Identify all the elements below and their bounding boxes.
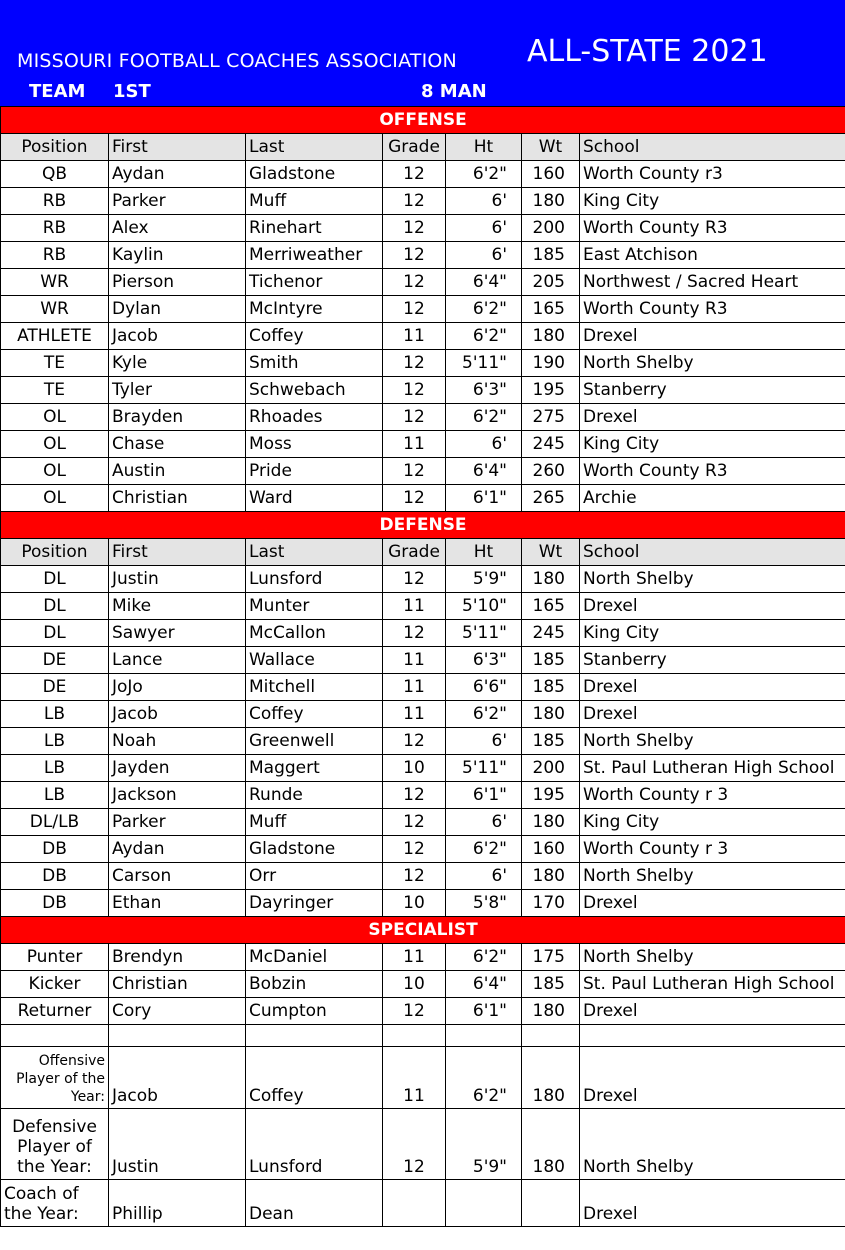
cell-last: Muff [246, 188, 383, 215]
cell-position: WR [1, 269, 109, 296]
cell-school: St. Paul Lutheran High School [580, 755, 845, 782]
cell-school: Northwest / Sacred Heart [580, 269, 845, 296]
column-header-height: Ht [446, 134, 522, 161]
cell-last: Pride [246, 458, 383, 485]
table-row [1, 404, 845, 431]
cell-weight [522, 1180, 580, 1227]
cell-height: 6'2" [446, 296, 522, 323]
cell-weight: 180 [522, 1109, 580, 1180]
cell-last: Munter [246, 593, 383, 620]
cell-first: Cory [109, 998, 246, 1025]
table-row [1, 350, 845, 377]
cell-grade: 12 [383, 728, 446, 755]
cell-first: Brayden [109, 404, 246, 431]
table-row [1, 674, 845, 701]
cell-last: Lunsford [246, 1109, 383, 1180]
cell-height: 6'4" [446, 269, 522, 296]
cell-position: OL [1, 485, 109, 512]
cell-grade: 11 [383, 323, 446, 350]
org-name: MISSOURI FOOTBALL COACHES ASSOCIATION [17, 50, 457, 72]
cell-first: Brendyn [109, 944, 246, 971]
cell-weight: 195 [522, 782, 580, 809]
table-row [1, 458, 845, 485]
table-row [1, 377, 845, 404]
cell-last: Smith [246, 350, 383, 377]
cell-last: McDaniel [246, 944, 383, 971]
cell-weight: 275 [522, 404, 580, 431]
cell-height: 6'2" [446, 944, 522, 971]
cell-first: Pierson [109, 269, 246, 296]
cell-position: TE [1, 377, 109, 404]
cell-position: Punter [1, 944, 109, 971]
empty-cell [109, 1025, 246, 1047]
cell-weight: 190 [522, 350, 580, 377]
cell-height: 6'2" [446, 404, 522, 431]
table-row [1, 809, 845, 836]
cell-last: Gladstone [246, 161, 383, 188]
cell-height: 6'1" [446, 998, 522, 1025]
cell-position: DE [1, 647, 109, 674]
column-header-grade: Grade [383, 134, 446, 161]
table-row [1, 431, 845, 458]
cell-height: 5'11" [446, 755, 522, 782]
cell-grade: 12 [383, 863, 446, 890]
cell-position: DB [1, 836, 109, 863]
column-header-school: School [580, 134, 845, 161]
cell-grade: 12 [383, 566, 446, 593]
cell-school: Drexel [580, 890, 845, 917]
cell-position: Offensive Player of the Year: [1, 1047, 109, 1109]
cell-grade: 10 [383, 755, 446, 782]
table-row [1, 647, 845, 674]
cell-grade: 12 [383, 188, 446, 215]
cell-weight: 260 [522, 458, 580, 485]
cell-last: Mitchell [246, 674, 383, 701]
cell-first: Parker [109, 809, 246, 836]
cell-height: 6' [446, 215, 522, 242]
table-row [1, 269, 845, 296]
cell-height: 6'1" [446, 782, 522, 809]
cell-last: Rhoades [246, 404, 383, 431]
cell-first: Carson [109, 863, 246, 890]
cell-school: Drexel [580, 998, 845, 1025]
cell-position: LB [1, 755, 109, 782]
cell-weight: 165 [522, 296, 580, 323]
cell-position: DB [1, 890, 109, 917]
section-title: OFFENSE [1, 107, 845, 134]
page-title: ALL-STATE 2021 [527, 34, 768, 69]
cell-weight: 200 [522, 755, 580, 782]
table-row [1, 242, 845, 269]
cell-grade: 12 [383, 458, 446, 485]
cell-last: Dayringer [246, 890, 383, 917]
column-header-first: First [109, 539, 246, 566]
cell-weight: 205 [522, 269, 580, 296]
column-header-row [1, 539, 845, 566]
cell-position: TE [1, 350, 109, 377]
cell-weight: 185 [522, 647, 580, 674]
cell-last: Runde [246, 782, 383, 809]
cell-school: King City [580, 809, 845, 836]
cell-first: Lance [109, 647, 246, 674]
column-header-weight: Wt [522, 134, 580, 161]
cell-grade: 11 [383, 674, 446, 701]
header-banner [0, 0, 845, 106]
cell-school: Worth County R3 [580, 458, 845, 485]
table-row [1, 188, 845, 215]
cell-school: Drexel [580, 1047, 845, 1109]
cell-school: Stanberry [580, 647, 845, 674]
roster-body [1, 107, 845, 1227]
empty-cell [246, 1025, 383, 1047]
table-row [1, 728, 845, 755]
cell-weight: 185 [522, 242, 580, 269]
column-header-first: First [109, 134, 246, 161]
section-title: DEFENSE [1, 512, 845, 539]
cell-height: 6'1" [446, 485, 522, 512]
cell-position: DL [1, 593, 109, 620]
cell-school: East Atchison [580, 242, 845, 269]
section-header-defense [1, 512, 845, 539]
cell-first: Jayden [109, 755, 246, 782]
cell-school: Worth County r 3 [580, 782, 845, 809]
cell-grade: 12 [383, 809, 446, 836]
cell-school: Worth County r 3 [580, 836, 845, 863]
division-label: 8 MAN [421, 81, 487, 102]
cell-last: Moss [246, 431, 383, 458]
cell-grade: 12 [383, 350, 446, 377]
cell-first: Christian [109, 971, 246, 998]
team-value: 1ST [113, 81, 151, 102]
cell-first: Chase [109, 431, 246, 458]
cell-position: LB [1, 701, 109, 728]
cell-position: RB [1, 215, 109, 242]
cell-last: Dean [246, 1180, 383, 1227]
table-row [1, 971, 845, 998]
cell-weight: 185 [522, 971, 580, 998]
cell-weight: 180 [522, 323, 580, 350]
cell-position: DL [1, 566, 109, 593]
cell-weight: 180 [522, 998, 580, 1025]
table-row [1, 701, 845, 728]
cell-first: Jacob [109, 323, 246, 350]
cell-first: Alex [109, 215, 246, 242]
cell-school: North Shelby [580, 1109, 845, 1180]
cell-height: 5'11" [446, 620, 522, 647]
cell-height: 6'3" [446, 647, 522, 674]
cell-school: North Shelby [580, 944, 845, 971]
cell-first: Jacob [109, 1047, 246, 1109]
cell-school: Stanberry [580, 377, 845, 404]
cell-weight: 165 [522, 593, 580, 620]
cell-position: LB [1, 782, 109, 809]
cell-weight: 180 [522, 863, 580, 890]
cell-first: Jacob [109, 701, 246, 728]
cell-weight: 180 [522, 701, 580, 728]
cell-weight: 160 [522, 836, 580, 863]
cell-height: 6'6" [446, 674, 522, 701]
cell-first: Austin [109, 458, 246, 485]
cell-height: 5'11" [446, 350, 522, 377]
cell-weight: 180 [522, 188, 580, 215]
cell-first: Dylan [109, 296, 246, 323]
cell-position: Defensive Player of the Year: [1, 1109, 109, 1180]
section-header-offense [1, 107, 845, 134]
cell-first: Jackson [109, 782, 246, 809]
cell-school: St. Paul Lutheran High School [580, 971, 845, 998]
cell-last: Lunsford [246, 566, 383, 593]
cell-grade [383, 1180, 446, 1227]
cell-position: RB [1, 242, 109, 269]
cell-height: 6'3" [446, 377, 522, 404]
cell-grade: 11 [383, 1047, 446, 1109]
cell-weight: 160 [522, 161, 580, 188]
cell-position: Returner [1, 998, 109, 1025]
cell-last: Greenwell [246, 728, 383, 755]
table-row [1, 620, 845, 647]
cell-first: Phillip [109, 1180, 246, 1227]
cell-position: WR [1, 296, 109, 323]
cell-weight: 185 [522, 674, 580, 701]
cell-weight: 180 [522, 809, 580, 836]
cell-last: Gladstone [246, 836, 383, 863]
team-label: TEAM [29, 81, 86, 102]
cell-school: Archie [580, 485, 845, 512]
cell-school: Drexel [580, 674, 845, 701]
table-row [1, 566, 845, 593]
table-row [1, 296, 845, 323]
cell-height: 6'2" [446, 1047, 522, 1109]
cell-first: Mike [109, 593, 246, 620]
cell-weight: 180 [522, 566, 580, 593]
cell-school: King City [580, 431, 845, 458]
cell-position: ATHLETE [1, 323, 109, 350]
cell-first: Ethan [109, 890, 246, 917]
cell-last: Cumpton [246, 998, 383, 1025]
cell-height: 5'9" [446, 1109, 522, 1180]
cell-last: Bobzin [246, 971, 383, 998]
cell-school: North Shelby [580, 728, 845, 755]
cell-school: Drexel [580, 593, 845, 620]
column-header-last: Last [246, 539, 383, 566]
cell-weight: 170 [522, 890, 580, 917]
empty-cell [446, 1025, 522, 1047]
cell-last: Coffey [246, 1047, 383, 1109]
cell-height: 6' [446, 188, 522, 215]
cell-height: 6'4" [446, 458, 522, 485]
column-header-grade: Grade [383, 539, 446, 566]
cell-weight: 195 [522, 377, 580, 404]
cell-position: OL [1, 458, 109, 485]
cell-last: Wallace [246, 647, 383, 674]
cell-weight: 200 [522, 215, 580, 242]
column-header-height: Ht [446, 539, 522, 566]
cell-last: Merriweather [246, 242, 383, 269]
cell-grade: 10 [383, 971, 446, 998]
section-header-specialist [1, 917, 845, 944]
cell-last: Coffey [246, 701, 383, 728]
table-row [1, 944, 845, 971]
cell-last: McCallon [246, 620, 383, 647]
cell-grade: 11 [383, 944, 446, 971]
cell-grade: 12 [383, 620, 446, 647]
cell-grade: 12 [383, 296, 446, 323]
column-header-school: School [580, 539, 845, 566]
cell-first: Justin [109, 1109, 246, 1180]
cell-position: DL [1, 620, 109, 647]
cell-first: JoJo [109, 674, 246, 701]
empty-cell [1, 1025, 109, 1047]
cell-grade: 11 [383, 647, 446, 674]
section-title: SPECIALIST [1, 917, 845, 944]
cell-weight: 245 [522, 431, 580, 458]
cell-height: 6' [446, 809, 522, 836]
cell-position: QB [1, 161, 109, 188]
roster-table [0, 106, 845, 1227]
cell-school: King City [580, 620, 845, 647]
cell-grade: 12 [383, 836, 446, 863]
column-header-weight: Wt [522, 539, 580, 566]
cell-first: Parker [109, 188, 246, 215]
cell-last: Muff [246, 809, 383, 836]
column-header-position: Position [1, 134, 109, 161]
cell-grade: 12 [383, 998, 446, 1025]
cell-grade: 10 [383, 890, 446, 917]
cell-school: North Shelby [580, 350, 845, 377]
cell-grade: 12 [383, 215, 446, 242]
cell-weight: 185 [522, 728, 580, 755]
cell-grade: 12 [383, 1109, 446, 1180]
cell-grade: 12 [383, 485, 446, 512]
cell-grade: 11 [383, 593, 446, 620]
table-row [1, 323, 845, 350]
cell-position: DL/LB [1, 809, 109, 836]
cell-first: Aydan [109, 836, 246, 863]
cell-height: 6' [446, 431, 522, 458]
cell-grade: 12 [383, 269, 446, 296]
cell-school: Drexel [580, 404, 845, 431]
cell-position: OL [1, 431, 109, 458]
cell-grade: 12 [383, 404, 446, 431]
table-row [1, 485, 845, 512]
cell-school: Worth County R3 [580, 296, 845, 323]
cell-last: Tichenor [246, 269, 383, 296]
table-row [1, 836, 845, 863]
cell-first: Sawyer [109, 620, 246, 647]
cell-last: Orr [246, 863, 383, 890]
cell-grade: 11 [383, 701, 446, 728]
blank-row [1, 1025, 845, 1047]
cell-school: King City [580, 188, 845, 215]
cell-position: LB [1, 728, 109, 755]
cell-school: Drexel [580, 323, 845, 350]
table-row [1, 593, 845, 620]
table-row [1, 1180, 845, 1227]
table-row [1, 1047, 845, 1109]
cell-last: Schwebach [246, 377, 383, 404]
cell-school: Drexel [580, 701, 845, 728]
column-header-position: Position [1, 539, 109, 566]
cell-weight: 245 [522, 620, 580, 647]
cell-school: North Shelby [580, 863, 845, 890]
cell-position: DB [1, 863, 109, 890]
cell-height: 5'9" [446, 566, 522, 593]
table-row [1, 1109, 845, 1180]
cell-school: North Shelby [580, 566, 845, 593]
cell-last: Maggert [246, 755, 383, 782]
cell-last: Coffey [246, 323, 383, 350]
cell-first: Aydan [109, 161, 246, 188]
cell-height: 6'2" [446, 836, 522, 863]
column-header-row [1, 134, 845, 161]
empty-cell [580, 1025, 845, 1047]
column-header-last: Last [246, 134, 383, 161]
cell-school: Drexel [580, 1180, 845, 1227]
cell-last: Rinehart [246, 215, 383, 242]
cell-height: 6'4" [446, 971, 522, 998]
cell-first: Christian [109, 485, 246, 512]
cell-grade: 12 [383, 377, 446, 404]
cell-position: RB [1, 188, 109, 215]
cell-height: 6' [446, 863, 522, 890]
cell-first: Kyle [109, 350, 246, 377]
cell-grade: 12 [383, 242, 446, 269]
cell-height: 5'8" [446, 890, 522, 917]
cell-height: 6'2" [446, 701, 522, 728]
table-row [1, 890, 845, 917]
cell-school: Worth County R3 [580, 215, 845, 242]
cell-school: Worth County r3 [580, 161, 845, 188]
cell-height: 6' [446, 242, 522, 269]
cell-first: Justin [109, 566, 246, 593]
cell-grade: 12 [383, 161, 446, 188]
cell-height: 6'2" [446, 161, 522, 188]
table-row [1, 782, 845, 809]
cell-first: Noah [109, 728, 246, 755]
cell-position: Kicker [1, 971, 109, 998]
table-row [1, 863, 845, 890]
cell-height: 6'2" [446, 323, 522, 350]
empty-cell [522, 1025, 580, 1047]
cell-position: Coach of the Year: [1, 1180, 109, 1227]
table-row [1, 161, 845, 188]
cell-height [446, 1180, 522, 1227]
cell-position: DE [1, 674, 109, 701]
empty-cell [383, 1025, 446, 1047]
cell-last: McIntyre [246, 296, 383, 323]
cell-weight: 180 [522, 1047, 580, 1109]
cell-weight: 265 [522, 485, 580, 512]
cell-grade: 12 [383, 782, 446, 809]
cell-last: Ward [246, 485, 383, 512]
cell-weight: 175 [522, 944, 580, 971]
cell-grade: 11 [383, 431, 446, 458]
table-row [1, 998, 845, 1025]
cell-height: 6' [446, 728, 522, 755]
table-row [1, 755, 845, 782]
cell-first: Kaylin [109, 242, 246, 269]
cell-first: Tyler [109, 377, 246, 404]
cell-height: 5'10" [446, 593, 522, 620]
table-row [1, 215, 845, 242]
cell-position: OL [1, 404, 109, 431]
